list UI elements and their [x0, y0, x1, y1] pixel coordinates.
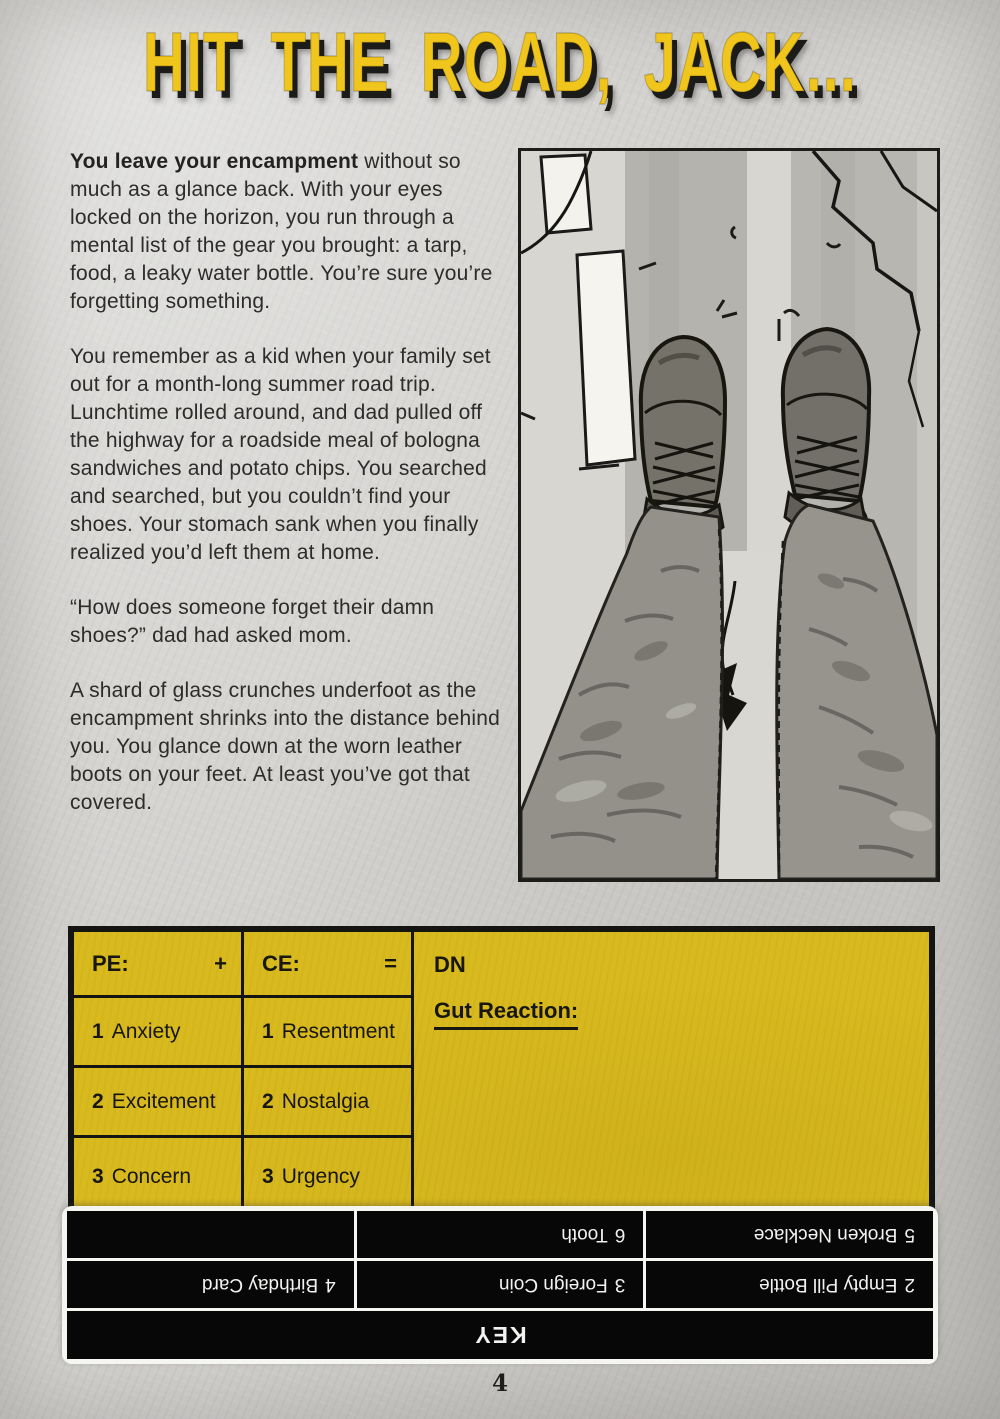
- key-table: [67, 1211, 933, 1359]
- boots-road-drawing: [521, 151, 937, 879]
- page-number: 4: [491, 1370, 508, 1397]
- key-item-6: 6 Tooth: [357, 1211, 644, 1258]
- ce-option-1: 1 Resentment: [244, 998, 414, 1068]
- key-table-title: KEY: [67, 1311, 933, 1359]
- emotion-table: [68, 926, 935, 1218]
- equals-operator: =: [384, 950, 397, 976]
- paragraph-2: You remember as a kid when your family set out for a month-long summer road trip. Lunchtime rolled around, and dad pulled off the highway for a roadside meal of bologna sandwiches and potato chips. You searched and searched, but you couldn’t find your shoes. Your stomach sank when you finally realized you’d left them at home.: [70, 345, 491, 564]
- page-title: HIT THE ROAD, JACK...: [143, 15, 857, 110]
- plus-operator: +: [214, 950, 227, 976]
- boots-road-illustration: [518, 148, 940, 882]
- gut-reaction-label: Gut Reaction:: [434, 998, 578, 1030]
- paragraph-1-rest: without so much as a glance back. With your eyes locked on the horizon, you run through a mental list of the gear you brought: a tarp, food, a leaky water bottle. You’re sure you’re forgetting something.: [70, 150, 493, 313]
- ce-header-label: CE:: [262, 950, 300, 976]
- paragraph-1: [70, 148, 506, 316]
- key-item-4: 4 Birthday Card: [67, 1261, 354, 1308]
- key-item-3: 3 Foreign Coin: [357, 1261, 644, 1308]
- key-item-5: 5 Broken Necklace: [646, 1211, 933, 1258]
- story-text: [70, 148, 506, 882]
- key-item-2: 2 Empty Pill Bottle: [646, 1261, 933, 1308]
- paragraph-4: A shard of glass crunches underfoot as the encampment shrinks into the distance behind you. You glance down at the worn leather boots on your feet. At least you’ve got that covered.: [70, 679, 501, 814]
- pe-header-cell: [74, 932, 244, 998]
- dn-label: DN: [434, 952, 466, 977]
- dn-cell: [414, 932, 929, 1218]
- pe-option-3: 3 Concern: [74, 1138, 244, 1218]
- ce-option-2: 2 Nostalgia: [244, 1068, 414, 1138]
- content-area: [70, 148, 942, 882]
- key-table-flipped: [62, 1206, 938, 1364]
- paragraph-1-lead: You leave your encampment: [70, 150, 359, 173]
- pe-option-2: 2 Excitement: [74, 1068, 244, 1138]
- ce-header-cell: [244, 932, 414, 998]
- paragraph-3: “How does someone forget their damn shoes?” dad had asked mom.: [70, 596, 435, 647]
- ce-option-3: 3 Urgency: [244, 1138, 414, 1218]
- pe-header-label: PE:: [92, 950, 129, 976]
- pe-option-1: 1 Anxiety: [74, 998, 244, 1068]
- key-item-empty: [67, 1211, 354, 1258]
